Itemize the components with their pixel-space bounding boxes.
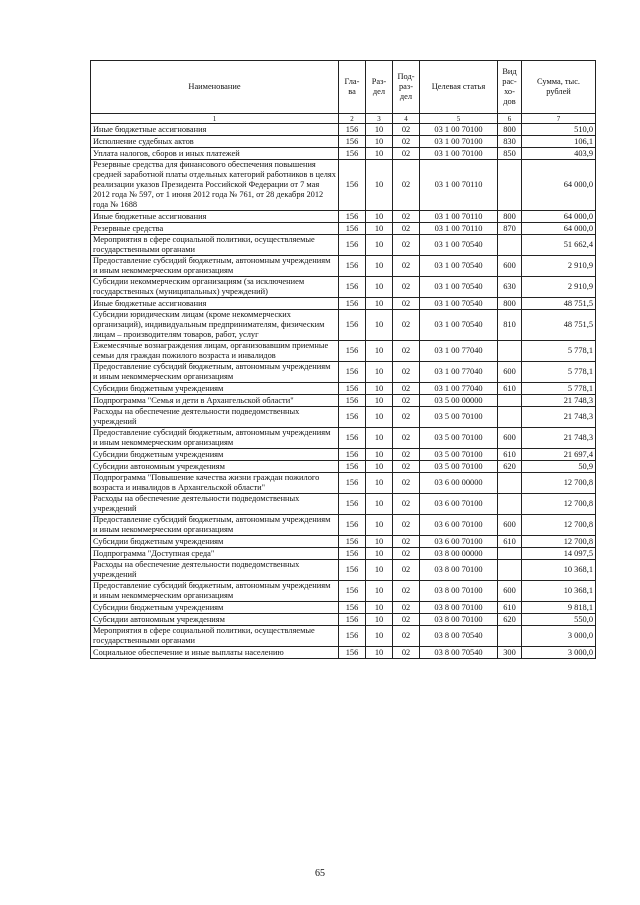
row-sum: 510,0: [522, 124, 596, 136]
table-row: [91, 428, 596, 449]
table-row: [91, 407, 596, 428]
row-expense-type: [498, 395, 522, 407]
table-row: [91, 449, 596, 461]
row-expense-type: 600: [498, 362, 522, 383]
row-target-article: 03 1 00 70540: [420, 298, 498, 310]
row-expense-type: [498, 235, 522, 256]
row-sum: 51 662,4: [522, 235, 596, 256]
row-target-article: 03 1 00 70100: [420, 136, 498, 148]
row-target-article: 03 1 00 70540: [420, 235, 498, 256]
row-chapter: 156: [339, 310, 366, 341]
row-sum: 3 000,0: [522, 626, 596, 647]
table-row: [91, 515, 596, 536]
row-section: 10: [366, 383, 393, 395]
row-chapter: 156: [339, 124, 366, 136]
row-section: 10: [366, 341, 393, 362]
row-chapter: 156: [339, 395, 366, 407]
row-section: 10: [366, 494, 393, 515]
row-subsection: 02: [393, 581, 420, 602]
row-sum: 21 748,3: [522, 428, 596, 449]
row-subsection: 02: [393, 449, 420, 461]
table-row: [91, 256, 596, 277]
row-target-article: 03 8 00 70540: [420, 626, 498, 647]
row-section: 10: [366, 310, 393, 341]
row-target-article: 03 1 00 70540: [420, 310, 498, 341]
header-chapter: Гла-ва: [339, 61, 366, 114]
row-expense-type: 620: [498, 461, 522, 473]
row-subsection: 02: [393, 223, 420, 235]
row-subsection: 02: [393, 124, 420, 136]
row-expense-type: [498, 341, 522, 362]
row-subsection: 02: [393, 614, 420, 626]
row-sum: 2 910,9: [522, 256, 596, 277]
budget-table: [90, 60, 596, 659]
table-row: [91, 494, 596, 515]
header-section: Раз-дел: [366, 61, 393, 114]
row-section: 10: [366, 548, 393, 560]
row-sum: 64 000,0: [522, 223, 596, 235]
row-target-article: 03 6 00 70100: [420, 536, 498, 548]
row-expense-type: 620: [498, 614, 522, 626]
row-section: 10: [366, 449, 393, 461]
row-sum: 106,1: [522, 136, 596, 148]
row-expense-type: [498, 560, 522, 581]
row-target-article: 03 5 00 70100: [420, 449, 498, 461]
row-sum: 9 818,1: [522, 602, 596, 614]
row-name: Иные бюджетные ассигнования: [91, 124, 339, 136]
row-target-article: 03 8 00 00000: [420, 548, 498, 560]
row-chapter: 156: [339, 614, 366, 626]
table-row: [91, 626, 596, 647]
row-section: 10: [366, 298, 393, 310]
row-target-article: 03 1 00 77040: [420, 362, 498, 383]
row-sum: 2 910,9: [522, 277, 596, 298]
table-body: [91, 124, 596, 659]
row-section: 10: [366, 614, 393, 626]
row-name: Субсидии некоммерческим организациям (за исключением государственных (муниципальных) учреждений): [91, 277, 339, 298]
row-subsection: 02: [393, 277, 420, 298]
row-subsection: 02: [393, 235, 420, 256]
row-section: 10: [366, 602, 393, 614]
row-name: Субсидии бюджетным учреждениям: [91, 602, 339, 614]
row-target-article: 03 1 00 70100: [420, 148, 498, 160]
row-sum: 5 778,1: [522, 362, 596, 383]
row-target-article: 03 1 00 70100: [420, 124, 498, 136]
row-sum: 12 700,8: [522, 515, 596, 536]
row-expense-type: [498, 160, 522, 211]
row-target-article: 03 1 00 70110: [420, 160, 498, 211]
row-expense-type: [498, 548, 522, 560]
row-name: Подпрограмма "Семья и дети в Архангельской области": [91, 395, 339, 407]
row-target-article: 03 1 00 70540: [420, 277, 498, 298]
table-row: [91, 602, 596, 614]
table-row: [91, 124, 596, 136]
row-sum: 5 778,1: [522, 383, 596, 395]
row-target-article: 03 1 00 70110: [420, 223, 498, 235]
col-number: 4: [393, 114, 420, 124]
table-row: [91, 148, 596, 160]
row-section: 10: [366, 277, 393, 298]
table-row: [91, 160, 596, 211]
table-row: [91, 548, 596, 560]
row-chapter: 156: [339, 494, 366, 515]
row-name: Подпрограмма "Доступная среда": [91, 548, 339, 560]
row-subsection: 02: [393, 362, 420, 383]
row-chapter: 156: [339, 362, 366, 383]
row-target-article: 03 8 00 70100: [420, 614, 498, 626]
table-row: [91, 235, 596, 256]
col-number: 5: [420, 114, 498, 124]
row-target-article: 03 8 00 70540: [420, 647, 498, 659]
table-row: [91, 277, 596, 298]
row-target-article: 03 1 00 70540: [420, 256, 498, 277]
row-subsection: 02: [393, 211, 420, 223]
row-target-article: 03 8 00 70100: [420, 560, 498, 581]
row-chapter: 156: [339, 515, 366, 536]
col-number: 7: [522, 114, 596, 124]
row-name: Расходы на обеспечение деятельности подведомственных учреждений: [91, 494, 339, 515]
table-row: [91, 536, 596, 548]
row-expense-type: [498, 473, 522, 494]
row-expense-type: 610: [498, 383, 522, 395]
row-subsection: 02: [393, 428, 420, 449]
header-sum: Сумма, тыс. рублей: [522, 61, 596, 114]
row-subsection: 02: [393, 515, 420, 536]
row-chapter: 156: [339, 298, 366, 310]
row-name: Предоставление субсидий бюджетным, автономным учреждениям и иным некоммерческим организациям: [91, 428, 339, 449]
row-section: 10: [366, 124, 393, 136]
row-expense-type: 600: [498, 256, 522, 277]
row-expense-type: 630: [498, 277, 522, 298]
table-row: [91, 614, 596, 626]
row-sum: 12 700,8: [522, 494, 596, 515]
row-sum: 550,0: [522, 614, 596, 626]
row-name: Социальное обеспечение и иные выплаты населению: [91, 647, 339, 659]
row-name: Мероприятия в сфере социальной политики, осуществляемые государственными органами: [91, 235, 339, 256]
row-subsection: 02: [393, 560, 420, 581]
row-name: Иные бюджетные ассигнования: [91, 211, 339, 223]
header-name: Наименование: [91, 61, 339, 114]
row-section: 10: [366, 647, 393, 659]
row-name: Субсидии автономным учреждениям: [91, 461, 339, 473]
row-chapter: 156: [339, 626, 366, 647]
row-chapter: 156: [339, 277, 366, 298]
row-section: 10: [366, 160, 393, 211]
row-section: 10: [366, 473, 393, 494]
row-name: Резервные средства: [91, 223, 339, 235]
row-name: Ежемесячные вознаграждения лицам, организовавшим приемные семьи для граждан пожилого возраста и инвалидов: [91, 341, 339, 362]
row-expense-type: 300: [498, 647, 522, 659]
row-name: Субсидии бюджетным учреждениям: [91, 449, 339, 461]
row-name: Мероприятия в сфере социальной политики, осуществляемые государственными органами: [91, 626, 339, 647]
row-sum: 10 368,1: [522, 581, 596, 602]
row-name: Предоставление субсидий бюджетным, автономным учреждениям и иным некоммерческим организациям: [91, 256, 339, 277]
row-target-article: 03 8 00 70100: [420, 581, 498, 602]
row-name: Субсидии бюджетным учреждениям: [91, 536, 339, 548]
table-row: [91, 298, 596, 310]
row-name: Подпрограмма "Повышение качества жизни граждан пожилого возраста и инвалидов в Архангельской области": [91, 473, 339, 494]
row-sum: 403,9: [522, 148, 596, 160]
row-expense-type: [498, 626, 522, 647]
row-target-article: 03 1 00 70110: [420, 211, 498, 223]
table-row: [91, 461, 596, 473]
row-sum: 3 000,0: [522, 647, 596, 659]
row-subsection: 02: [393, 548, 420, 560]
row-expense-type: 600: [498, 515, 522, 536]
row-chapter: 156: [339, 160, 366, 211]
row-name: Расходы на обеспечение деятельности подведомственных учреждений: [91, 407, 339, 428]
row-name: Расходы на обеспечение деятельности подведомственных учреждений: [91, 560, 339, 581]
table-row: [91, 383, 596, 395]
row-section: 10: [366, 407, 393, 428]
row-target-article: 03 1 00 77040: [420, 383, 498, 395]
row-expense-type: 830: [498, 136, 522, 148]
row-name: Исполнение судебных актов: [91, 136, 339, 148]
row-expense-type: 600: [498, 428, 522, 449]
row-chapter: 156: [339, 148, 366, 160]
row-chapter: 156: [339, 602, 366, 614]
row-section: 10: [366, 235, 393, 256]
row-target-article: 03 5 00 00000: [420, 395, 498, 407]
row-expense-type: 850: [498, 148, 522, 160]
table-row: [91, 136, 596, 148]
col-number: 1: [91, 114, 339, 124]
row-subsection: 02: [393, 536, 420, 548]
col-number: 2: [339, 114, 366, 124]
row-subsection: 02: [393, 494, 420, 515]
header-expense-type: Вид рас-хо-дов: [498, 61, 522, 114]
row-subsection: 02: [393, 473, 420, 494]
row-chapter: 156: [339, 341, 366, 362]
row-chapter: 156: [339, 581, 366, 602]
col-number: 6: [498, 114, 522, 124]
row-sum: 64 000,0: [522, 211, 596, 223]
row-section: 10: [366, 515, 393, 536]
row-chapter: 156: [339, 560, 366, 581]
table-row: [91, 310, 596, 341]
row-chapter: 156: [339, 211, 366, 223]
row-target-article: 03 8 00 70100: [420, 602, 498, 614]
row-sum: 21 748,3: [522, 407, 596, 428]
row-sum: 48 751,5: [522, 298, 596, 310]
row-sum: 14 097,5: [522, 548, 596, 560]
budget-page: [90, 60, 595, 659]
table-row: [91, 581, 596, 602]
row-section: 10: [366, 461, 393, 473]
row-target-article: 03 6 00 70100: [420, 494, 498, 515]
row-expense-type: 800: [498, 298, 522, 310]
row-subsection: 02: [393, 461, 420, 473]
row-chapter: 156: [339, 136, 366, 148]
row-sum: 12 700,8: [522, 536, 596, 548]
header-numbers-row: [91, 114, 596, 124]
row-name: Уплата налогов, сборов и иных платежей: [91, 148, 339, 160]
row-name: Предоставление субсидий бюджетным, автономным учреждениям и иным некоммерческим организациям: [91, 581, 339, 602]
row-subsection: 02: [393, 298, 420, 310]
row-subsection: 02: [393, 310, 420, 341]
row-chapter: 156: [339, 235, 366, 256]
row-subsection: 02: [393, 148, 420, 160]
row-chapter: 156: [339, 223, 366, 235]
row-section: 10: [366, 136, 393, 148]
row-chapter: 156: [339, 256, 366, 277]
row-chapter: 156: [339, 536, 366, 548]
table-row: [91, 223, 596, 235]
row-section: 10: [366, 395, 393, 407]
row-expense-type: 600: [498, 581, 522, 602]
header-target-article: Целевая статья: [420, 61, 498, 114]
row-subsection: 02: [393, 407, 420, 428]
row-section: 10: [366, 560, 393, 581]
col-number: 3: [366, 114, 393, 124]
row-sum: 48 751,5: [522, 310, 596, 341]
row-chapter: 156: [339, 449, 366, 461]
page-number: 65: [315, 868, 325, 879]
row-subsection: 02: [393, 383, 420, 395]
row-subsection: 02: [393, 602, 420, 614]
table-row: [91, 560, 596, 581]
row-subsection: 02: [393, 626, 420, 647]
row-expense-type: 810: [498, 310, 522, 341]
row-name: Резервные средства для финансового обеспечения повышения средней заработной платы отдельных категорий работников в целях реализации указов Президента Российской Федерации от 7 мая 2012 года № 597, от 1 июня 2012 года № 761, от 28 декабря 2012 года № 1688: [91, 160, 339, 211]
row-subsection: 02: [393, 647, 420, 659]
row-sum: 64 000,0: [522, 160, 596, 211]
row-expense-type: 870: [498, 223, 522, 235]
row-target-article: 03 6 00 00000: [420, 473, 498, 494]
row-chapter: 156: [339, 473, 366, 494]
row-name: Субсидии автономным учреждениям: [91, 614, 339, 626]
row-target-article: 03 5 00 70100: [420, 428, 498, 449]
row-section: 10: [366, 256, 393, 277]
row-sum: 21 748,3: [522, 395, 596, 407]
row-target-article: 03 1 00 77040: [420, 341, 498, 362]
row-target-article: 03 6 00 70100: [420, 515, 498, 536]
row-target-article: 03 5 00 70100: [420, 461, 498, 473]
row-name: Субсидии юридическим лицам (кроме некоммерческих организаций), индивидуальным предпринимателям, физическим лицам – производителям товаров, работ, услуг: [91, 310, 339, 341]
row-chapter: 156: [339, 647, 366, 659]
table-row: [91, 211, 596, 223]
row-subsection: 02: [393, 160, 420, 211]
row-subsection: 02: [393, 341, 420, 362]
row-expense-type: 800: [498, 124, 522, 136]
row-expense-type: 610: [498, 449, 522, 461]
row-sum: 5 778,1: [522, 341, 596, 362]
table-row: [91, 395, 596, 407]
row-section: 10: [366, 223, 393, 235]
row-name: Предоставление субсидий бюджетным, автономным учреждениям и иным некоммерческим организациям: [91, 515, 339, 536]
row-name: Предоставление субсидий бюджетным, автономным учреждениям и иным некоммерческим организациям: [91, 362, 339, 383]
row-sum: 12 700,8: [522, 473, 596, 494]
row-section: 10: [366, 211, 393, 223]
row-subsection: 02: [393, 256, 420, 277]
row-name: Иные бюджетные ассигнования: [91, 298, 339, 310]
row-target-article: 03 5 00 70100: [420, 407, 498, 428]
row-expense-type: [498, 407, 522, 428]
row-expense-type: 800: [498, 211, 522, 223]
row-section: 10: [366, 362, 393, 383]
row-chapter: 156: [339, 548, 366, 560]
table-row: [91, 362, 596, 383]
row-expense-type: 610: [498, 602, 522, 614]
row-section: 10: [366, 626, 393, 647]
row-sum: 50,9: [522, 461, 596, 473]
header-row: [91, 61, 596, 114]
row-subsection: 02: [393, 395, 420, 407]
row-chapter: 156: [339, 383, 366, 395]
row-sum: 10 368,1: [522, 560, 596, 581]
row-expense-type: 610: [498, 536, 522, 548]
table-row: [91, 473, 596, 494]
row-section: 10: [366, 536, 393, 548]
row-name: Субсидии бюджетным учреждениям: [91, 383, 339, 395]
header-subsection: Под-раз-дел: [393, 61, 420, 114]
table-row: [91, 341, 596, 362]
row-section: 10: [366, 581, 393, 602]
row-chapter: 156: [339, 461, 366, 473]
row-section: 10: [366, 148, 393, 160]
row-sum: 21 697,4: [522, 449, 596, 461]
row-chapter: 156: [339, 407, 366, 428]
row-expense-type: [498, 494, 522, 515]
row-subsection: 02: [393, 136, 420, 148]
row-section: 10: [366, 428, 393, 449]
row-chapter: 156: [339, 428, 366, 449]
table-row: [91, 647, 596, 659]
